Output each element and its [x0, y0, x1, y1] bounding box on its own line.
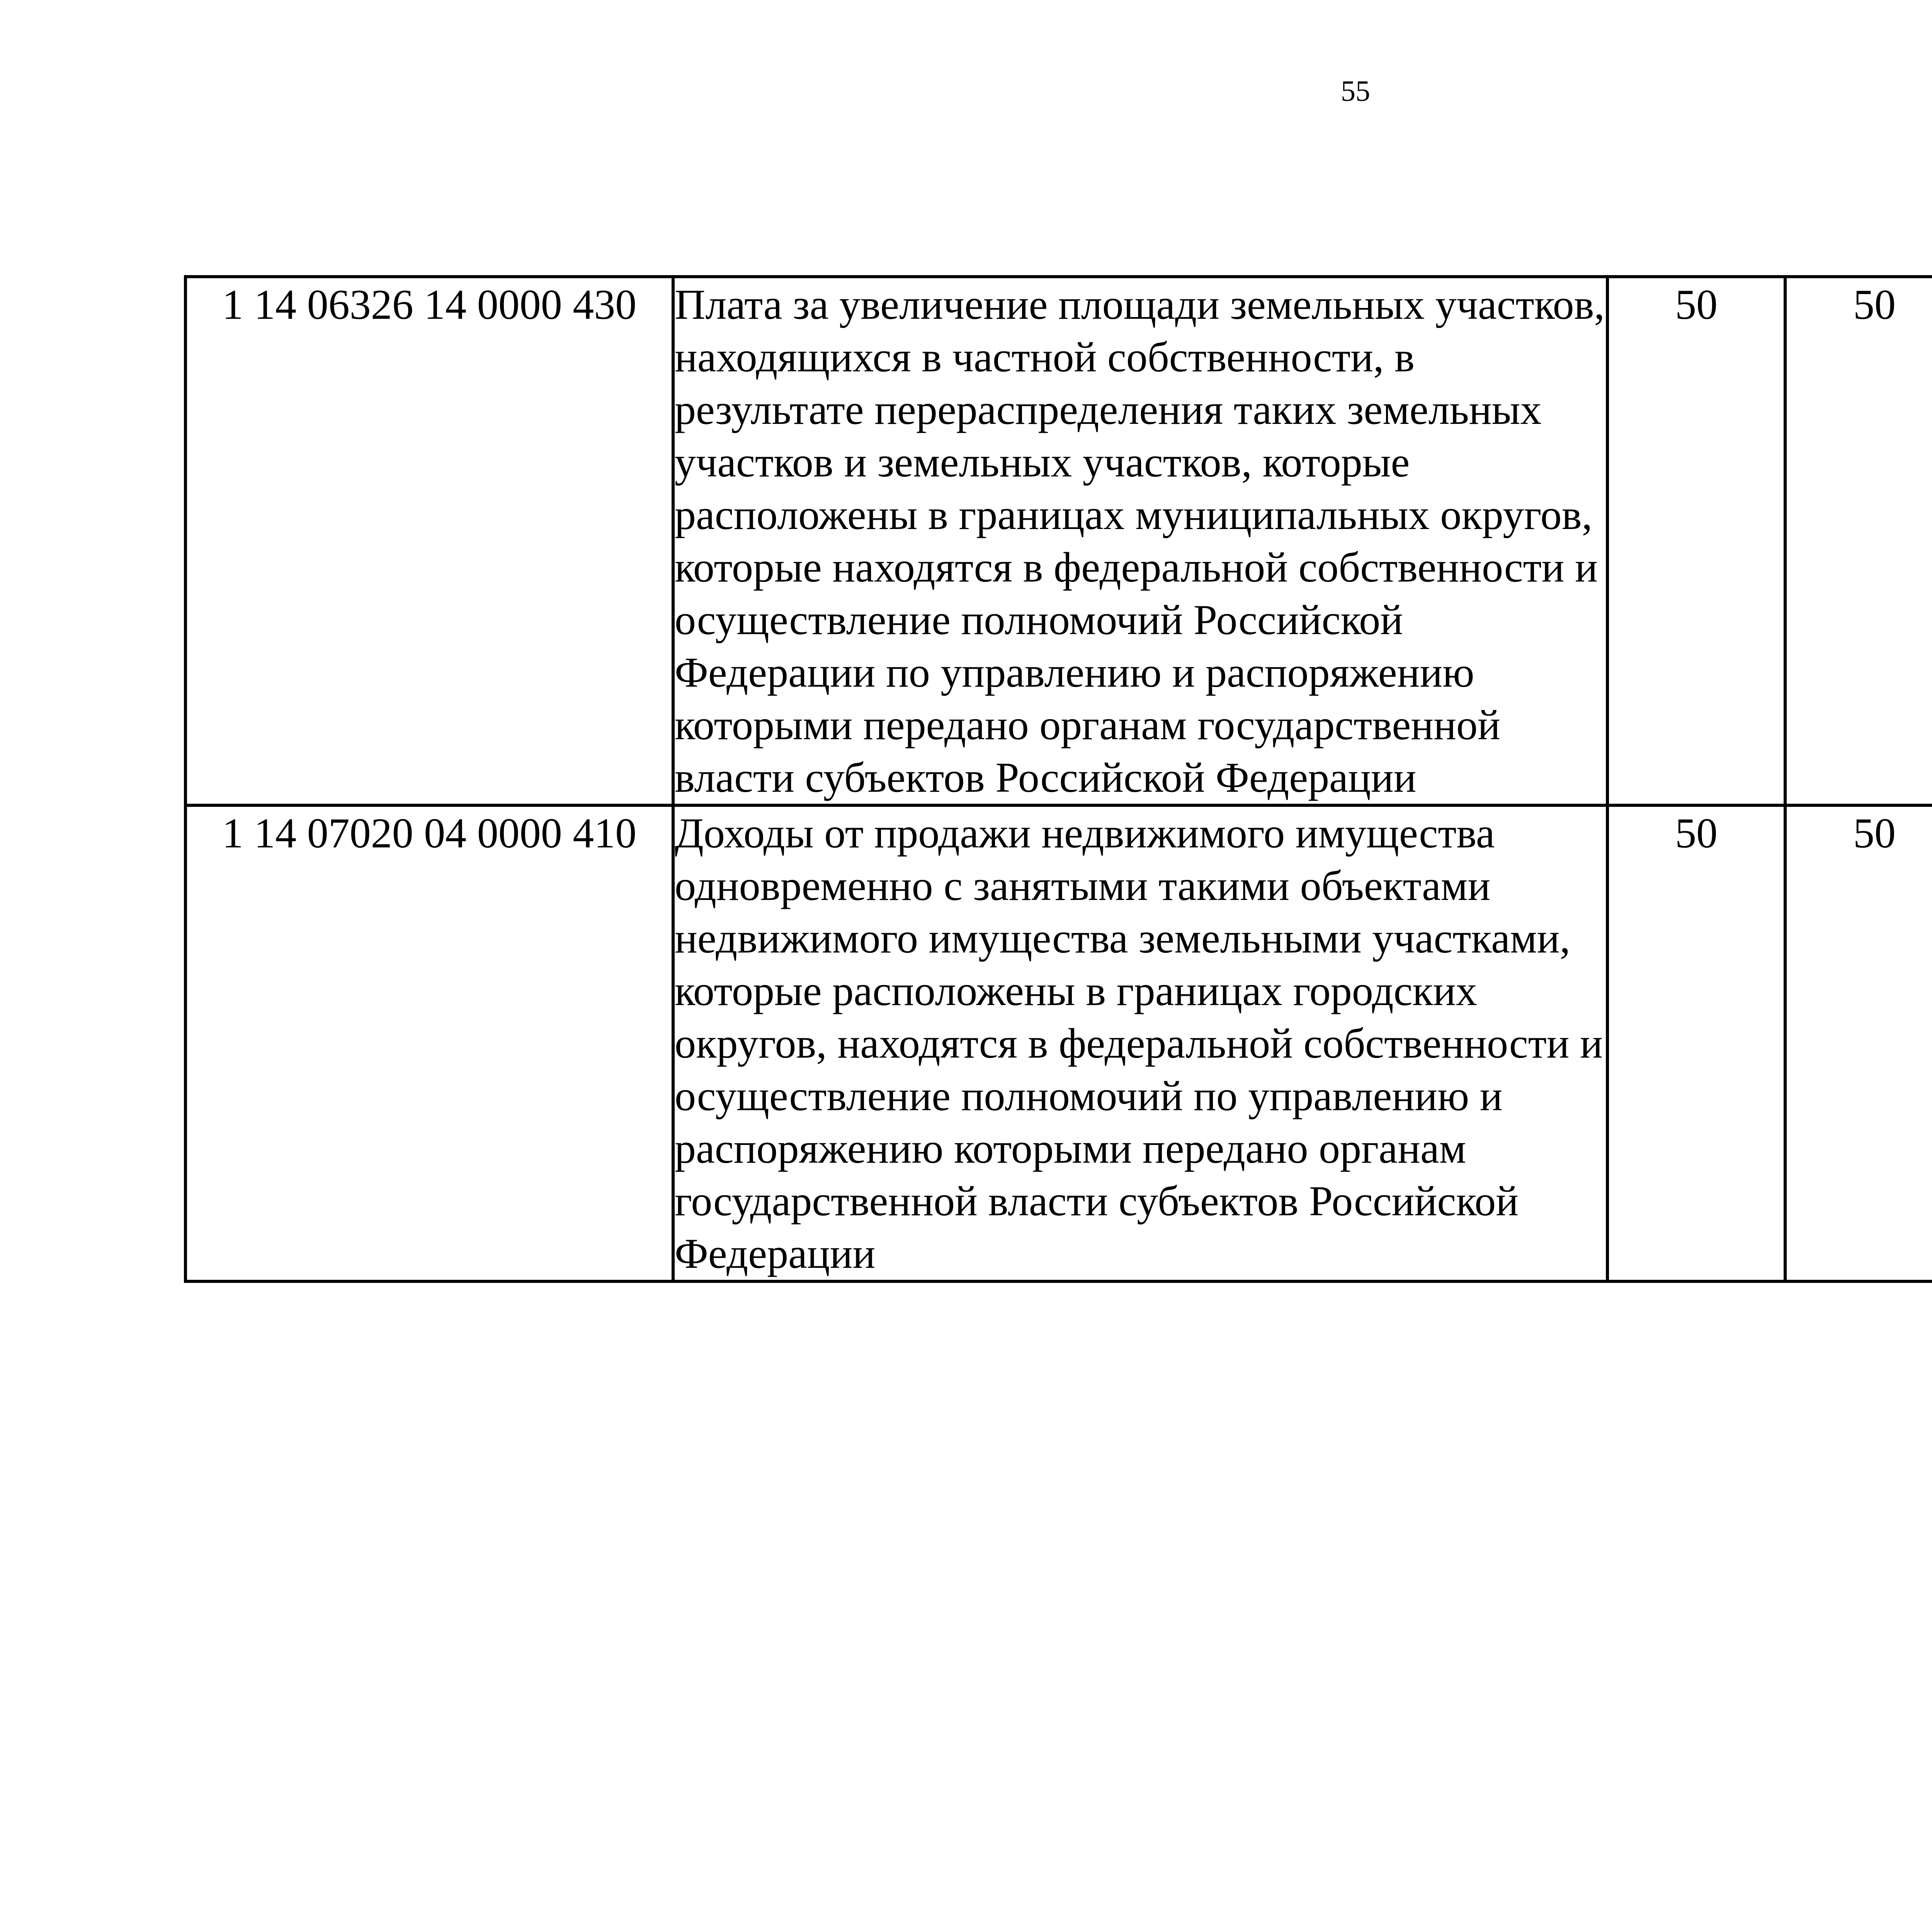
table-row: [185, 277, 1932, 805]
budget-code-cell: 1 14 06326 14 0000 430: [185, 277, 673, 805]
description-line: распоряжению которыми передано органам: [675, 1125, 1466, 1172]
table-row: [185, 805, 1932, 1281]
description-line: власти субъектов Российской Федерации: [675, 754, 1417, 801]
description-line: участков и земельных участков, которые: [675, 439, 1410, 486]
description-line: Федерации: [675, 1230, 876, 1277]
description-cell: [673, 805, 1607, 1281]
description-line: результате перераспределения таких земельных: [675, 386, 1542, 433]
value-cell: 50: [1785, 277, 1932, 805]
description-line: которыми передано органам государственной: [675, 701, 1500, 748]
description-line: которые расположены в границах городских: [675, 967, 1477, 1014]
value-cell: 50: [1607, 805, 1785, 1281]
description-line: осуществление полномочий Российской: [675, 596, 1403, 643]
description-cell: [673, 277, 1607, 805]
description-line: одновременно с занятыми такими объектами: [675, 862, 1491, 909]
value-cell: 50: [1607, 277, 1785, 805]
description-line: недвижимого имущества земельными участками,: [675, 915, 1570, 962]
description-line: расположены в границах муниципальных округов,: [675, 491, 1593, 538]
description-line: Федерации по управлению и распоряжению: [675, 649, 1475, 696]
budget-table: [184, 275, 1932, 1283]
description-line: округов, находятся в федеральной собственности и: [675, 1020, 1603, 1067]
description-line: Доходы от продажи недвижимого имущества: [675, 810, 1495, 857]
description-line: которые находятся в федеральной собственности и: [675, 544, 1598, 591]
description-line: государственной власти субъектов Российской: [675, 1177, 1519, 1225]
value-cell: 50: [1785, 805, 1932, 1281]
description-line: находящихся в частной собственности, в: [675, 333, 1415, 381]
page-number: 55: [1341, 75, 1370, 107]
description-line: осуществление полномочий по управлению и: [675, 1072, 1503, 1119]
description-line: Плата за увеличение площади земельных участков,: [675, 281, 1605, 328]
budget-code-cell: 1 14 07020 04 0000 410: [185, 805, 673, 1281]
